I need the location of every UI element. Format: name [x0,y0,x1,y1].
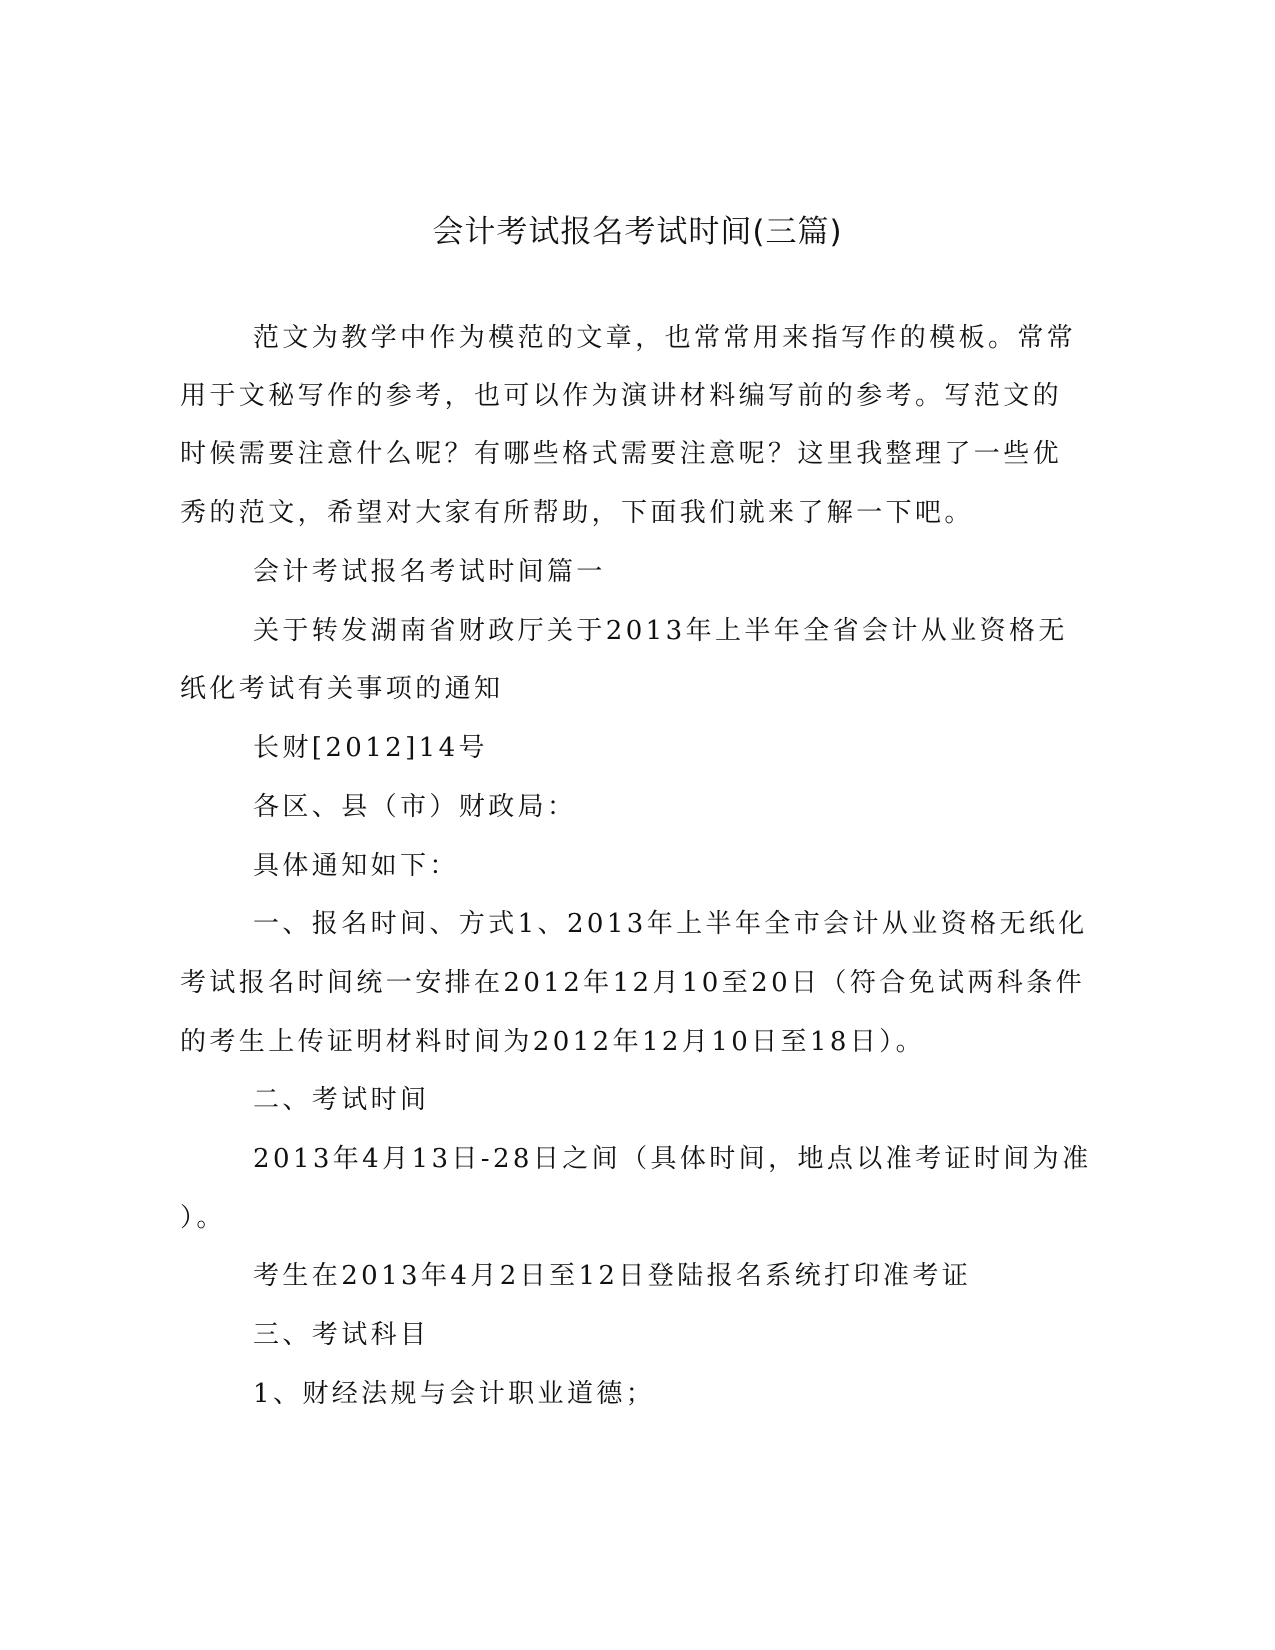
document-number: 长财[2012]14号 [253,733,488,763]
paragraph-line: 一、报名时间、方式1、2013年上半年全市会计从业资格无纸化 [253,909,1088,939]
paragraph-line: 时候需要注意什么呢？有哪些格式需要注意呢？这里我整理了一些优 [180,439,1063,469]
paragraph-line: 范文为教学中作为模范的文章，也常常用来指写作的模板。常常 [253,323,1077,353]
addressee-line: 各区、县（市）财政局： [253,792,577,822]
paragraph-line: 的考生上传证明材料时间为2012年12月10日至18日）。 [180,1027,926,1057]
section-heading: 三、考试科目 [253,1320,430,1350]
paragraph-line: 纸化考试有关事项的通知 [180,674,504,704]
paragraph-line: 秀的范文，希望对大家有所帮助，下面我们就来了解一下吧。 [180,498,974,528]
section-heading: 二、考试时间 [253,1085,430,1115]
document-title: 会计考试报名考试时间(三篇) [432,214,843,250]
paragraph-line: ）。 [180,1203,226,1233]
paragraph-line: 考试报名时间统一安排在2012年12月10至20日（符合免试两科条件 [180,968,1086,998]
list-item: 1、财经法规与会计职业道德； [253,1379,656,1409]
section-heading: 会计考试报名考试时间篇一 [253,557,606,587]
paragraph-line: 考生在2013年4月2日至12日登陆报名系统打印准考证 [253,1261,972,1291]
paragraph-line: 用于文秘写作的参考，也可以作为演讲材料编写前的参考。写范文的 [180,381,1063,411]
paragraph-line: 2013年4月13日-28日之间（具体时间，地点以准考证时间为准 [253,1144,1092,1174]
paragraph-line: 关于转发湖南省财政厅关于2013年上半年全省会计从业资格无 [253,616,1068,646]
paragraph-line: 具体通知如下： [253,851,459,881]
